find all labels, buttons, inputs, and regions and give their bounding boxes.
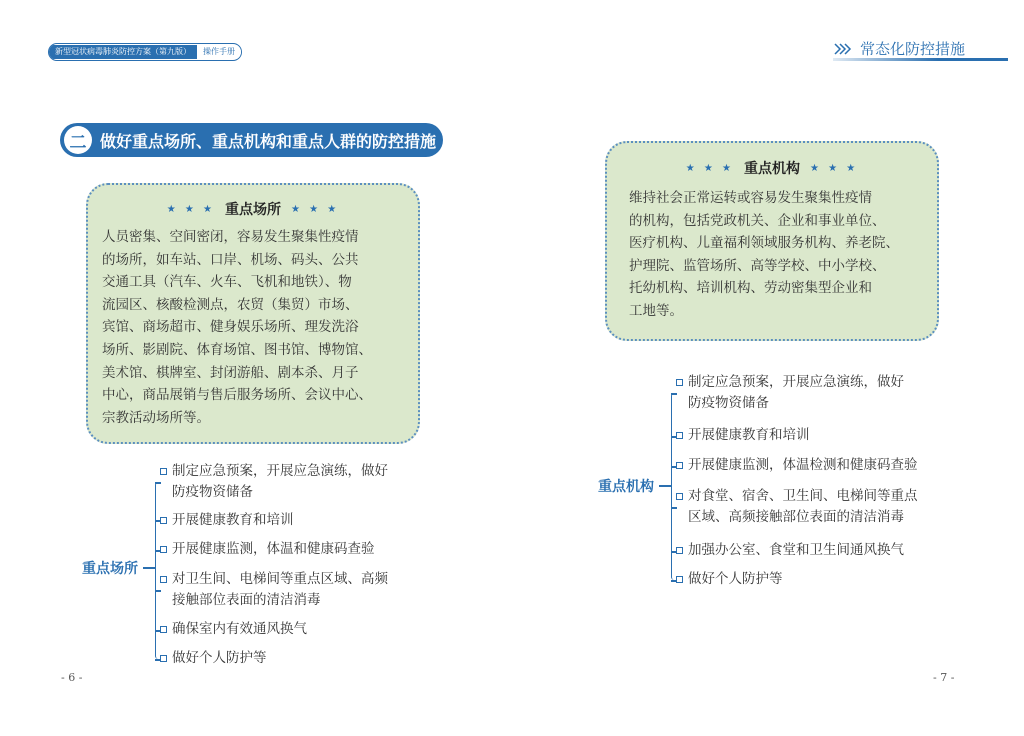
text-line: 宗教活动场所等。 [102, 409, 210, 426]
places-box-body [88, 219, 418, 429]
list-item [160, 539, 375, 560]
text-line: 工地等。 [629, 302, 683, 319]
section-title: 做好重点场所、重点机构和重点人群的防控措施 [100, 131, 437, 151]
chapter-title: 常态化防控措施 [860, 40, 966, 58]
bullet-square-icon [160, 468, 167, 475]
double-chevron-icon [834, 43, 856, 55]
list-item [676, 569, 783, 590]
list-item [676, 540, 904, 561]
list-item [676, 486, 918, 528]
star-icon: ★ ★ ★ [166, 203, 215, 215]
places-info-box [86, 183, 420, 444]
item-text: 对食堂、宿舍、卫生间、电梯间等重点 [688, 488, 918, 504]
chapter-underline [833, 58, 1008, 61]
text-line: 交通工具（汽车、火车、飞机和地铁）、物 [102, 274, 352, 291]
text-line: 中心，商品展销与售后服务场所、会议中心、 [102, 387, 372, 404]
bullet-square-icon [676, 493, 683, 500]
places-box-header [88, 199, 418, 219]
list-item [676, 372, 904, 414]
page-number-left: - 6 - [61, 671, 83, 684]
section-number: 二 [64, 126, 92, 154]
text-line: 流园区、核酸检测点，农贸（集贸）市场、 [102, 296, 359, 313]
item-text: 确保室内有效通风换气 [172, 621, 307, 637]
text-line: 医疗机构、儿童福利领域服务机构、养老院、 [629, 235, 899, 252]
bullet-square-icon [160, 576, 167, 583]
bullet-square-icon [160, 655, 167, 662]
text-line: 维持社会正常运转或容易发生聚集性疫情 [629, 190, 872, 206]
item-text: 开展健康监测，体温和健康码查验 [172, 541, 375, 557]
star-icon: ★ ★ ★ [291, 203, 340, 215]
page-number-right: - 7 - [933, 671, 955, 684]
bullet-square-icon [676, 576, 683, 583]
book-title: 新型冠状病毒肺炎防控方案（第九版） [49, 45, 197, 59]
bullet-square-icon [160, 546, 167, 553]
text-line: 的场所，如车站、口岸、机场、码头、公共 [102, 251, 359, 268]
text-line: 人员密集、空间密闭，容易发生聚集性疫情 [102, 229, 359, 245]
item-text: 区域、高频接触部位表面的清洁消毒 [688, 509, 904, 525]
bullet-square-icon [676, 547, 683, 554]
institutions-info-box [605, 141, 939, 341]
institutions-box-header [607, 158, 937, 178]
item-text: 开展健康教育和培训 [172, 512, 294, 528]
connector-line [659, 485, 671, 487]
bullet-square-icon [160, 517, 167, 524]
section-heading [60, 123, 443, 157]
list-item [160, 648, 267, 669]
list-item [160, 569, 388, 611]
item-text: 防疫物资储备 [172, 484, 253, 500]
item-text: 做好个人防护等 [688, 571, 783, 587]
item-text: 制定应急预案，开展应急演练，做好 [172, 463, 388, 479]
item-text: 做好个人防护等 [172, 650, 267, 666]
list-item [160, 461, 388, 503]
bullet-square-icon [160, 626, 167, 633]
list-item [676, 455, 918, 476]
chapter-header [834, 38, 965, 59]
text-line: 的机构，包括党政机关、企业和事业单位、 [629, 212, 886, 229]
book-subtitle: 操作手册 [197, 45, 241, 59]
institutions-box-body [607, 178, 937, 323]
list-item [676, 425, 810, 446]
text-line: 托幼机构、培训机构、劳动密集型企业和 [629, 280, 872, 297]
institutions-box-heading: 重点机构 [744, 161, 800, 177]
book-title-pill [48, 43, 242, 61]
places-box-heading: 重点场所 [225, 202, 281, 218]
item-text: 制定应急预案，开展应急演练，做好 [688, 374, 904, 390]
item-text: 加强办公室、食堂和卫生间通风换气 [688, 542, 904, 558]
list-item [160, 619, 307, 640]
item-text: 防疫物资储备 [688, 395, 769, 411]
item-text: 接触部位表面的清洁消毒 [172, 592, 321, 608]
text-line: 护理院、监管场所、高等学校、中小学校、 [629, 257, 886, 274]
text-line: 场所、影剧院、体育场馆、图书馆、博物馆、 [102, 341, 372, 358]
item-text: 对卫生间、电梯间等重点区域、高频 [172, 571, 388, 587]
item-text: 开展健康监测，体温检测和健康码查验 [688, 457, 918, 473]
connector-line [143, 567, 155, 569]
places-measures-label: 重点场所 [82, 561, 138, 577]
star-icon: ★ ★ ★ [810, 162, 859, 174]
star-icon: ★ ★ ★ [685, 162, 734, 174]
bullet-square-icon [676, 432, 683, 439]
list-item [160, 510, 294, 531]
bullet-square-icon [676, 462, 683, 469]
text-line: 美术馆、棋牌室、封闭游船、剧本杀、月子 [102, 364, 359, 381]
item-text: 开展健康教育和培训 [688, 427, 810, 443]
institutions-measures-label: 重点机构 [598, 479, 654, 495]
bullet-square-icon [676, 379, 683, 386]
text-line: 宾馆、商场超市、健身娱乐场所、理发洗浴 [102, 319, 359, 336]
